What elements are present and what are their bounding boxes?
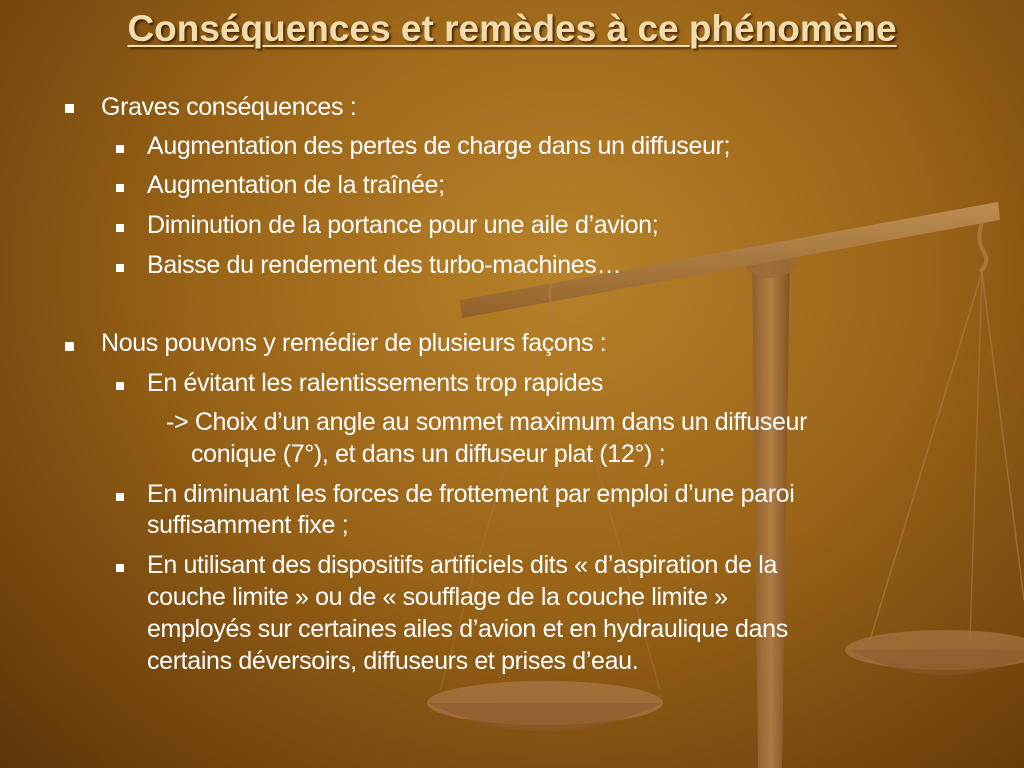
note-line: conique (7°), et dans un diffuseur plat (12°) ;	[191, 440, 666, 468]
bullet-square-icon	[116, 184, 124, 192]
bullet-square-icon	[65, 104, 74, 113]
list-item: En diminuant les forces de frottement par emploi d’une paroi	[147, 480, 795, 508]
note-line: -> Choix d’un angle au sommet maximum dans un diffuseur	[166, 408, 808, 436]
list-item: Augmentation des pertes de charge dans un diffuseur;	[147, 132, 731, 160]
bullet-square-icon	[116, 264, 124, 272]
slide-title: Conséquences et remèdes à ce phénomène	[127, 8, 897, 49]
bullet-square-icon	[116, 564, 124, 572]
bullet-square-icon	[116, 493, 124, 501]
bullet-square-icon	[116, 382, 124, 390]
section2-heading: Nous pouvons y remédier de plusieurs façons :	[101, 329, 607, 357]
bullet-square-icon	[65, 342, 74, 351]
list-item-continuation: employés sur certaines ailes d’avion et en hydraulique dans	[147, 615, 788, 643]
list-item: Augmentation de la traînée;	[147, 171, 445, 199]
list-item: Baisse du rendement des turbo-machines…	[147, 251, 622, 279]
list-item: Diminution de la portance pour une aile d’avion;	[147, 211, 659, 239]
list-item-continuation: suffisamment fixe ;	[147, 511, 349, 539]
list-item-continuation: certains déversoirs, diffuseurs et prises d’eau.	[147, 647, 639, 675]
bullet-square-icon	[116, 145, 124, 153]
section1-heading: Graves conséquences :	[101, 93, 357, 121]
bullet-square-icon	[116, 224, 124, 232]
list-item: En utilisant des dispositifs artificiels dits « d’aspiration de la	[147, 551, 778, 579]
list-item: En évitant les ralentissements trop rapides	[147, 369, 604, 397]
list-item-continuation: couche limite » ou de « soufflage de la couche limite »	[147, 583, 728, 611]
